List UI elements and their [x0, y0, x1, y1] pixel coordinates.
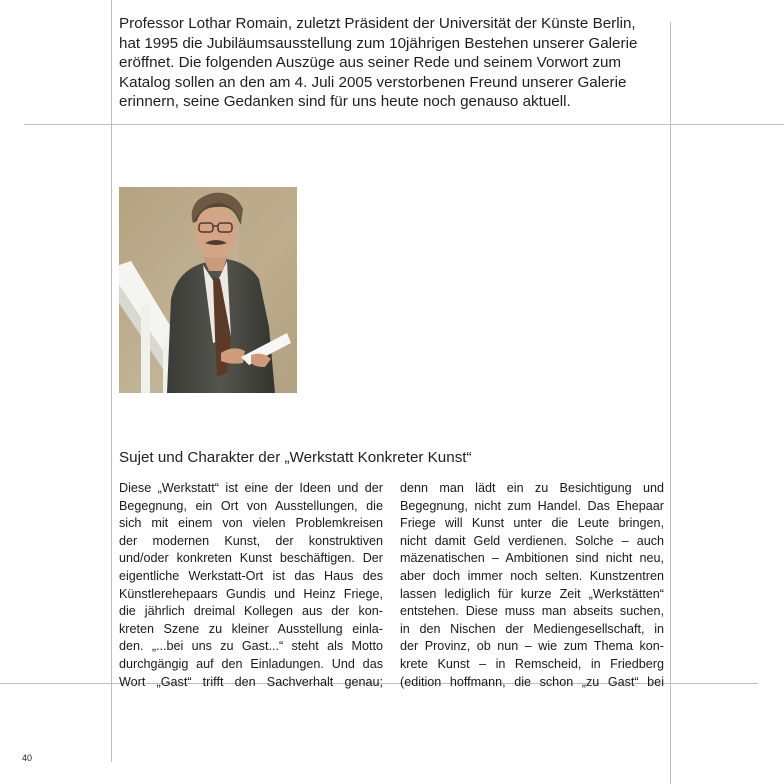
intro-line: eröffnet. Die folgenden Auszüge aus seiner Rede und seinem Vorwort zum	[119, 54, 622, 72]
body-line: Diese „Werkstatt“ ist eine der Ideen und der	[119, 481, 383, 495]
body-column-right	[400, 480, 664, 689]
body-line: durchgängig auf den Einladungen. Und das	[119, 656, 383, 671]
body-line: Begegnung, ein Ort von Ausstellungen, die	[119, 498, 383, 513]
body-line: nicht damit Geld verdienen. Solche – auch	[400, 533, 664, 548]
body-line: Friege will Kunst unter die Leute bringen,	[400, 516, 664, 531]
horizontal-rule-top	[24, 124, 784, 125]
body-line: entstehen. Diese muss man abseits suchen,	[400, 604, 664, 619]
portrait-photo	[119, 187, 297, 393]
body-line: der modernen Kunst, der konstruktiven	[119, 533, 383, 548]
body-line: der Provinz, ob nun – wie zum Thema kon-	[400, 639, 664, 654]
body-line: sich mit einem von vielen Problemkreisen	[119, 516, 383, 531]
body-line: aber doch immer noch selten. Kunstzentren	[400, 568, 664, 583]
body-line: die jährlich dreimal Kollegen aus der kon-	[119, 604, 383, 619]
body-line: und/oder konkreten Kunst beschäftigen. Der	[119, 551, 383, 566]
body-column-left	[119, 480, 383, 689]
page-number: 40	[22, 753, 33, 763]
vertical-rule-right	[670, 22, 671, 784]
body-line: Künstlerehepaars Gundis und Heinz Friege,	[119, 586, 383, 601]
intro-line: erinnern, seine Gedanken sind für uns heute noch genauso aktuell.	[119, 93, 571, 111]
body-line: mäzenatischen – Ambitionen sind nicht neu,	[400, 551, 664, 566]
body-line: Begegnung, nicht zum Handel. Das Ehepaar	[400, 498, 664, 513]
vertical-rule-left	[111, 0, 112, 762]
body-line: eigentliche Werkstatt-Ort ist das Haus des	[119, 568, 383, 583]
body-line: krete Kunst – in Remscheid, in Friedberg	[400, 656, 664, 671]
body-line: (edition hoffmann, die schon „zu Gast“ bei	[400, 674, 664, 689]
intro-line: hat 1995 die Jubiläumsausstellung zum 10jährigen Bestehen unserer Galerie	[119, 34, 638, 52]
body-line: kreten Szene zu kleiner Ausstellung einla-	[119, 621, 383, 636]
body-line: lassen lediglich für kurze Zeit „Werkstätten“	[400, 586, 664, 601]
intro-paragraph	[119, 14, 667, 112]
section-heading: Sujet und Charakter der „Werkstatt Konkreter Kunst“	[119, 449, 472, 466]
body-line: in den Nischen der Mediengesellschaft, in	[400, 621, 664, 636]
intro-line: Katalog sollen an den am 4. Juli 2005 verstorbenen Freund unserer Galerie	[119, 73, 627, 91]
body-line: Wort „Gast“ trifft den Sachverhalt genau;	[119, 674, 383, 689]
body-line: denn man lädt ein zu Besichtigung und	[400, 481, 664, 495]
body-line: den. „...bei uns zu Gast...“ steht als Motto	[119, 639, 383, 654]
intro-line: Professor Lothar Romain, zuletzt Präsident der Universität der Künste Berlin,	[119, 15, 636, 32]
